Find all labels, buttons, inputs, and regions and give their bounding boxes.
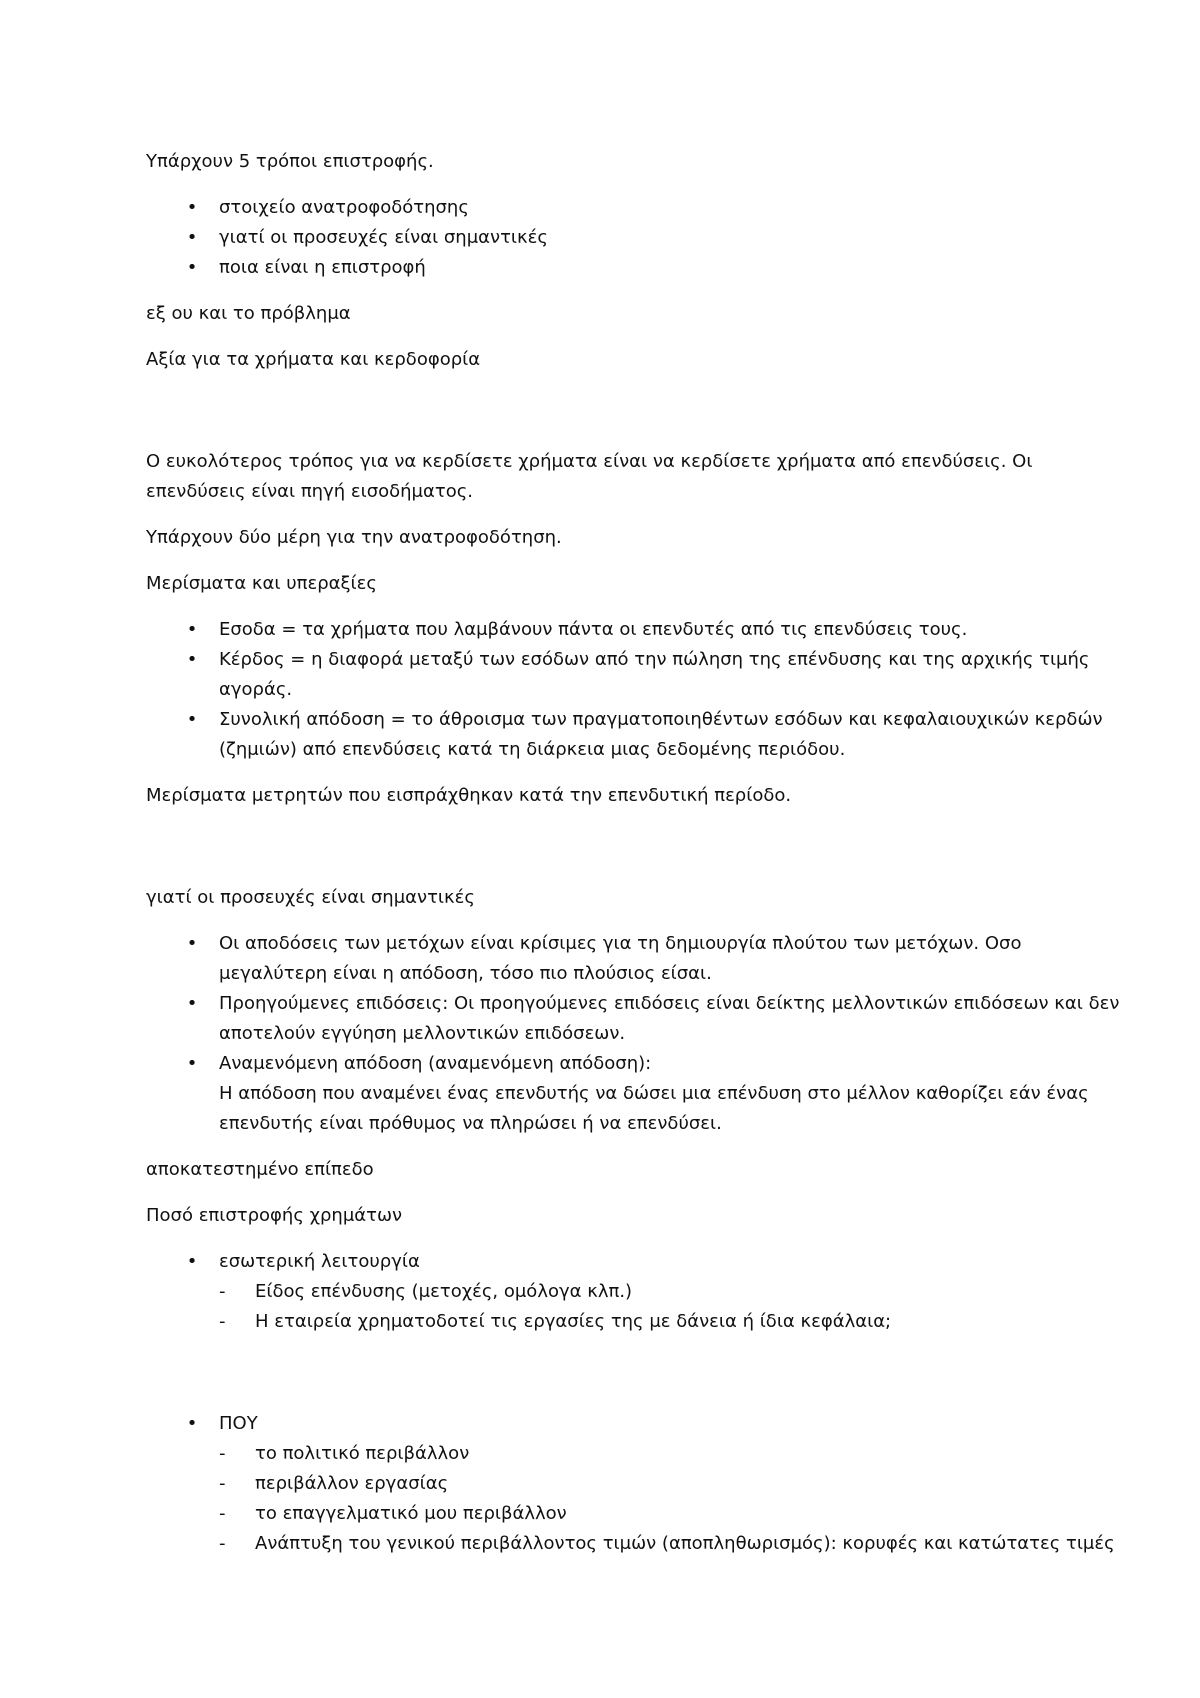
sublist-item: - Η εταιρεία χρηματοδοτεί τις εργασίες της με δάνεια ή ίδια κεφάλαια; xyxy=(219,1307,1120,1337)
bullet-icon: • xyxy=(186,1413,198,1434)
dash-icon: - xyxy=(219,1503,226,1524)
bullet-icon: • xyxy=(186,709,198,730)
dash-icon: - xyxy=(219,1533,226,1554)
returns-list xyxy=(146,615,1120,765)
intro-heading: Υπάρχουν 5 τρόποι επιστροφής. xyxy=(146,151,434,172)
sublist-item: - το πολιτικό περιβάλλον xyxy=(219,1439,1120,1469)
dash-icon: - xyxy=(219,1443,226,1464)
restored-line: αποκατεστημένο επίπεδο xyxy=(146,1159,374,1180)
why-heading: γιατί οι προσευχές είναι σημαντικές xyxy=(146,887,475,908)
list-item: • ποια είναι η επιστροφή xyxy=(146,253,1120,283)
bullet-icon: • xyxy=(186,649,198,670)
dash-icon: - xyxy=(219,1281,226,1302)
list-item: • Προηγούμενες επιδόσεις: Οι προηγούμενες επιδόσεις είναι δείκτης μελλοντικών επιδόσεων και δεν αποτελούν εγγύηση μελλοντικών επιδόσεων. xyxy=(146,989,1120,1049)
list-item: • εσωτερική λειτουργία - Είδος επένδυσης (μετοχές, ομόλογα κλπ.) - Η εταιρεία χρηματοδοτεί τις εργασίες της με δάνεια ή ίδια κεφάλαια; xyxy=(146,1247,1120,1337)
where-sublist xyxy=(219,1439,1120,1559)
easiest-paragraph: Ο ευκολότερος τρόπος για να κερδίσετε χρήματα είναι να κερδίσετε χρήματα από επενδύσεις. Οι επενδύσεις είναι πηγή εισοδήματος. xyxy=(146,451,1033,502)
dividends-line: Μερίσματα και υπεραξίες xyxy=(146,573,377,594)
bullet-icon: • xyxy=(186,227,198,248)
sublist-item: - το επαγγελματικό μου περιβάλλον xyxy=(219,1499,1120,1529)
bullet-icon: • xyxy=(186,933,198,954)
spacer xyxy=(146,1353,1120,1409)
problem-line: εξ ου και το πρόβλημα xyxy=(146,303,351,324)
intro-list xyxy=(146,193,1120,283)
list-item: • Κέρδος = η διαφορά μεταξύ των εσόδων από την πώληση της επένδυσης και της αρχικής τιμής αγοράς. xyxy=(146,645,1120,705)
bullet-icon: • xyxy=(186,197,198,218)
list-item: • Εσοδα = τα χρήματα που λαμβάνουν πάντα οι επενδυτές από τις επενδύσεις τους. xyxy=(146,615,1120,645)
why-list xyxy=(146,929,1120,1139)
bullet-icon: • xyxy=(186,1053,198,1074)
dash-icon: - xyxy=(219,1311,226,1332)
list-item: • στοιχείο ανατροφοδότησης xyxy=(146,193,1120,223)
cash-dividends-line: Μερίσματα μετρητών που εισπράχθηκαν κατά την επενδυτική περίοδο. xyxy=(146,785,792,806)
internal-list xyxy=(146,1247,1120,1337)
bullet-icon: • xyxy=(186,993,198,1014)
sublist-item: - περιβάλλον εργασίας xyxy=(219,1469,1120,1499)
list-item: • Συνολική απόδοση = το άθροισμα των πραγματοποιηθέντων εσόδων και κεφαλαιουχικών κερδών (ζημιών) από επενδύσεις κατά τη διάρκεια μιας δεδομένης περιόδου. xyxy=(146,705,1120,765)
list-item: • γιατί οι προσευχές είναι σημαντικές xyxy=(146,223,1120,253)
value-line: Αξία για τα χρήματα και κερδοφορία xyxy=(146,349,481,370)
sublist-item: - Ανάπτυξη του γενικού περιβάλλοντος τιμών (αποπληθωρισμός): κορυφές και κατώτατες τιμές xyxy=(219,1529,1120,1559)
list-item: • Οι αποδόσεις των μετόχων είναι κρίσιμες για τη δημιουργία πλούτου των μετόχων. Οσο μεγαλύτερη είναι η απόδοση, τόσο πιο πλούσιος είσαι. xyxy=(146,929,1120,989)
dash-icon: - xyxy=(219,1473,226,1494)
sublist-item: - Είδος επένδυσης (μετοχές, ομόλογα κλπ.) xyxy=(219,1277,1120,1307)
bullet-icon: • xyxy=(186,1251,198,1272)
list-item: • ΠΟΥ - το πολιτικό περιβάλλον - περιβάλλον εργασίας - το επαγγελματικό μου περιβάλλον - Ανάπτυξη του γενικού περιβάλλοντος τιμών (αποπληθωρισμός): κορυφές και κατώτατες τιμές xyxy=(146,1409,1120,1559)
two-parts-line: Υπάρχουν δύο μέρη για την ανατροφοδότηση. xyxy=(146,527,562,548)
spacer xyxy=(146,391,1120,447)
spacer xyxy=(146,827,1120,883)
bullet-icon: • xyxy=(186,257,198,278)
where-list xyxy=(146,1409,1120,1559)
list-item: • Αναμενόμενη απόδοση (αναμενόμενη απόδοση): Η απόδοση που αναμένει ένας επενδυτής να δώσει μια επένδυση στο μέλλον καθορίζει εάν ένας επενδυτής είναι πρόθυμος να πληρώσει ή να επενδύσει. xyxy=(146,1049,1120,1139)
rate-line: Ποσό επιστροφής χρημάτων xyxy=(146,1205,403,1226)
bullet-icon: • xyxy=(186,619,198,640)
internal-sublist xyxy=(219,1277,1120,1337)
